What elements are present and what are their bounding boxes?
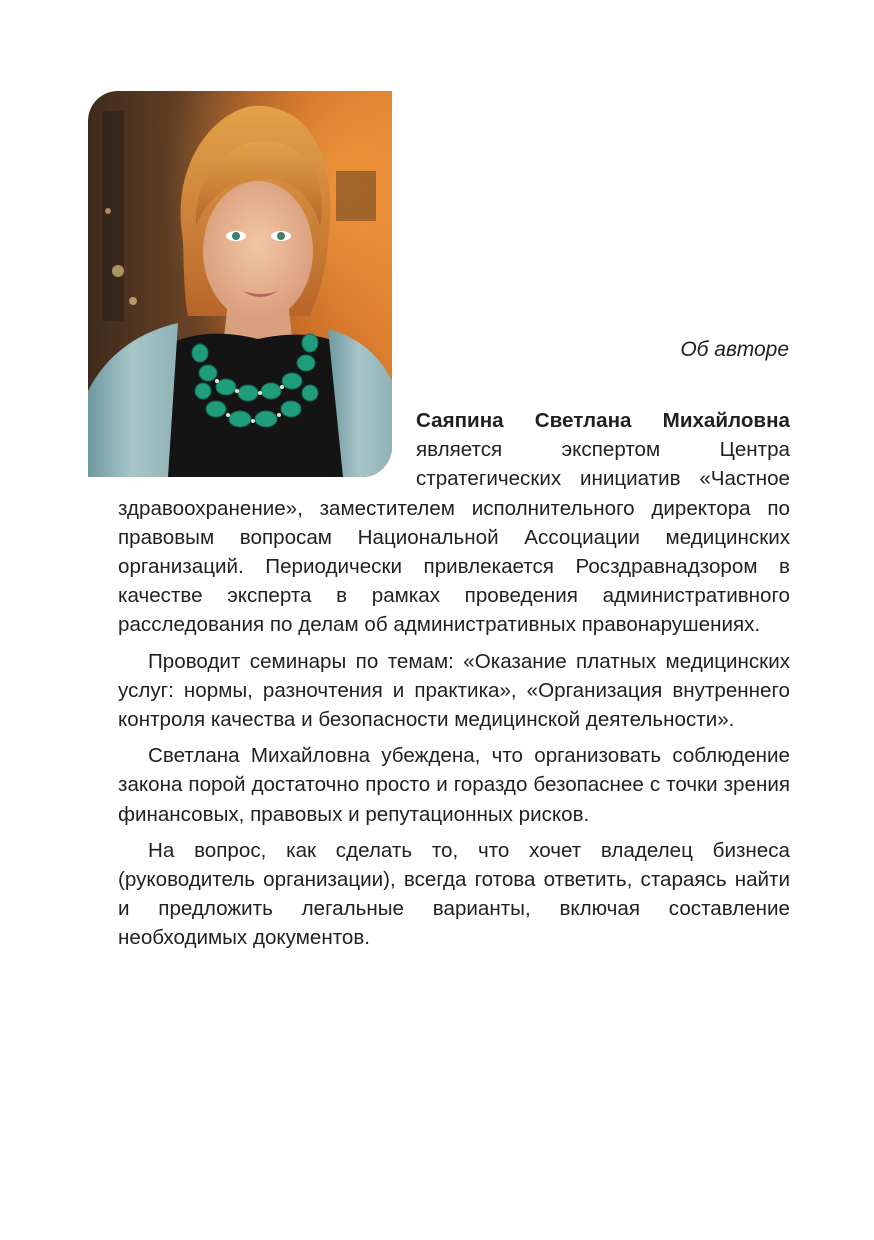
- author-bio: [118, 406, 790, 960]
- bio-paragraph-1-text: является экспертом Центра стратегических инициатив «Частное здравоохранение», заместителем исполнительного директора по правовым вопросам Национальной Ассоциации медицинских организаций. Периодически привлекается Росздравнадзором в качестве эксперта в рамках проведения административного расследования по делам об административных правонарушениях.: [118, 438, 790, 637]
- bio-paragraph-3: Светлана Михайловна убеждена, что организовать соблюдение закона порой достаточно просто и гораздо безопаснее с точки зрения финансовых, правовых и репутационных рисков.: [118, 744, 790, 826]
- author-name: Саяпина Светлана Михайловна: [416, 409, 790, 432]
- bio-paragraph-2: Проводит семинары по темам: «Оказание платных медицинских услуг: нормы, разночтения и практика», «Организация внутреннего контроля качества и безопасности медицинской деятельности».: [118, 649, 790, 732]
- section-caption: Об авторе: [680, 338, 789, 361]
- photo-wrap-spacer: [118, 406, 416, 476]
- bio-paragraph-4: На вопрос, как сделать то, что хочет владелец бизнеса (руководитель организации), всегда готова ответить, стараясь найти и предложить легальные варианты, включая составление необходимых документов.: [118, 838, 790, 950]
